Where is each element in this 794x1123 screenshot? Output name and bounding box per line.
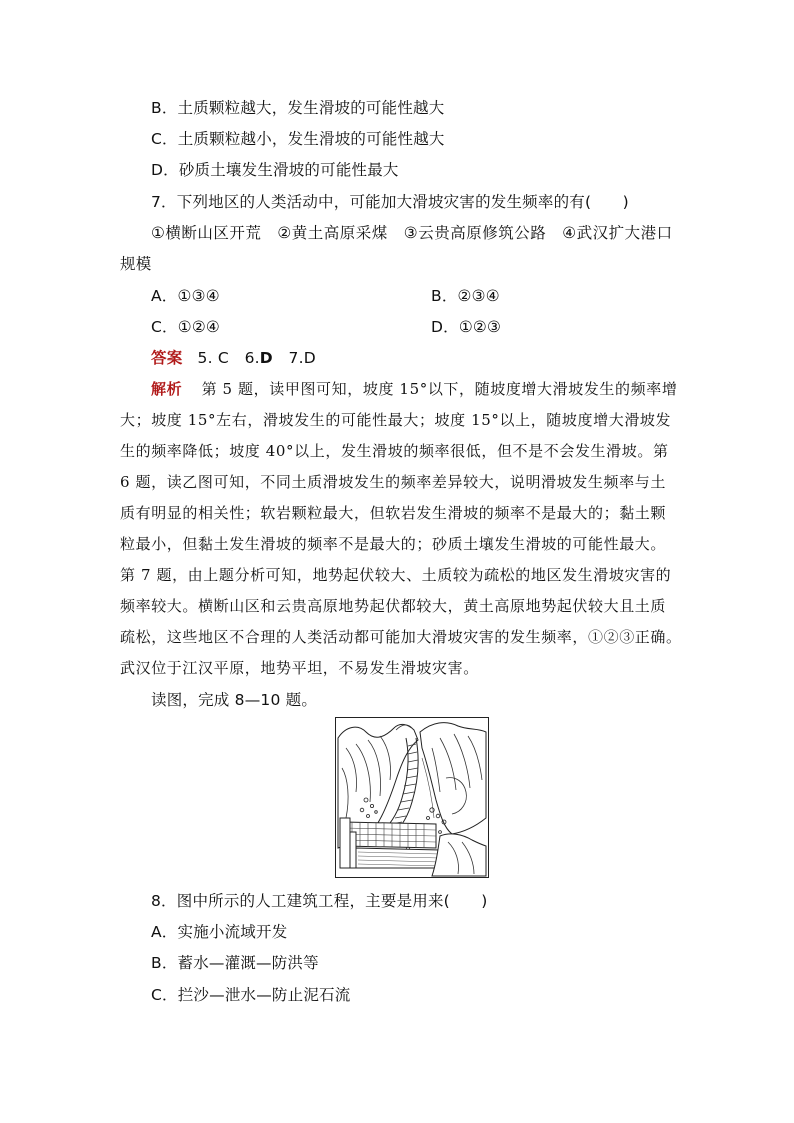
answer-text-3: 7.D [272,349,316,367]
q7-stem: 7．下列地区的人类活动中，可能加大滑坡灾害的发生频率的有( ) [151,193,629,211]
q7-items-line2: 规模 [120,255,152,273]
q6-option-b: B．土质颗粒越大，发生滑坡的可能性越大 [151,99,445,117]
q7-option-c: C．①②④ [151,318,221,336]
explanation-line-5: 质有明显的相关性；软岩颗粒最大，但软岩发生滑坡的频率不是最大的；黏土颗 [120,504,667,522]
explanation-text-1: 第 5 题，读甲图可知，坡度 15°以下，随坡度增大滑坡发生的频率增 [201,380,678,398]
explanation-line-6: 粒最小，但黏土发生滑坡的频率不是最大的；砂质土壤发生滑坡的可能性最大。 [120,535,667,553]
instruction: 读图，完成 8—10 题。 [151,691,318,709]
explanation-line-10: 武汉位于江汉平原，地势平坦，不易发生滑坡灾害。 [120,659,479,677]
answer-line [151,346,316,368]
q8-stem: 8．图中所示的人工建筑工程，主要是用来( ) [151,892,488,910]
answer-text-1: 5. C 6. [197,349,260,367]
explanation-line-8: 频率较大。横断山区和云贵高原地势起伏都较大，黄土高原地势起伏较大且土质 [120,597,667,615]
explanation-label: 解析 [151,380,183,398]
q8-option-b: B．蓄水—灌溉—防洪等 [151,954,319,972]
explanation-line-1 [151,378,677,399]
q6-option-c: C．土质颗粒越小，发生滑坡的可能性越大 [151,130,445,148]
answer-label: 答案 [151,349,183,367]
explanation-line-7: 第 7 题，由上题分析可知，地势起伏较大、土质较为疏松的地区发生滑坡灾害的 [120,566,672,584]
explanation-line-4: 6 题，读乙图可知，不同土质滑坡发生的频率差异较大，说明滑坡发生频率与土 [120,473,666,491]
q7-option-d: D．①②③ [431,318,502,336]
check-dam-illustration [335,717,489,878]
q6-option-d: D．砂质土壤发生滑坡的可能性最大 [151,161,399,179]
explanation-line-3: 生的频率降低；坡度 40°以上，发生滑坡的频率很低，但不是不会发生滑坡。第 [120,442,669,460]
q7-option-a: A．①③④ [151,287,220,305]
q8-option-c: C．拦沙—泄水—防止泥石流 [151,986,351,1004]
explanation-line-2: 大；坡度 15°左右，滑坡发生的可能性最大；坡度 15°以上，随坡度增大滑坡发 [120,411,672,429]
check-dam-drawing [336,718,488,877]
answer-text-2: D [259,349,273,367]
explanation-line-9: 疏松，这些地区不合理的人类活动都可能加大滑坡灾害的发生频率，①②③正确。 [120,628,682,646]
q8-option-a: A．实施小流域开发 [151,923,288,941]
q7-option-b: B．②③④ [431,287,500,305]
q7-items-line1: ①横断山区开荒 ②黄土高原采煤 ③云贵高原修筑公路 ④武汉扩大港口 [151,224,673,242]
